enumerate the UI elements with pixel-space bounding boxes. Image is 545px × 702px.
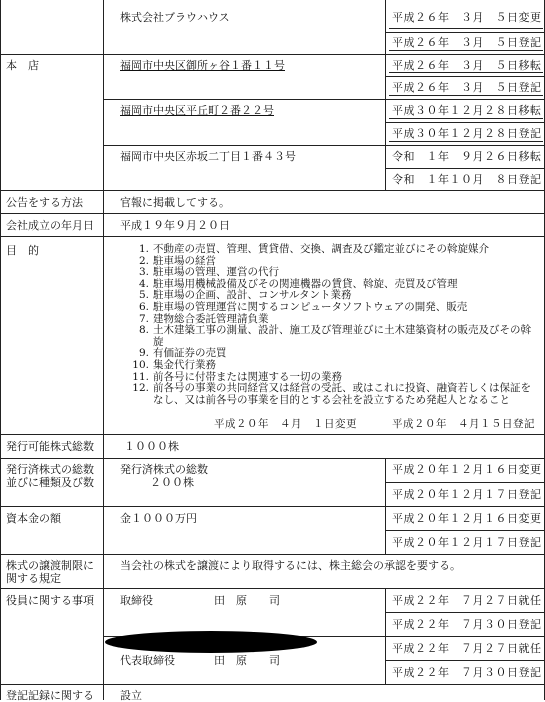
purpose-item: 2. 駐車場の経営 [138,254,216,267]
purpose-item: 7. 建物総合委託管理請負業 [138,312,269,325]
transfer-restriction-label: 関する規定 [6,572,61,585]
date-entry: 平成２６年 ３月 ５日移転 [392,59,542,72]
company-name-value: 株式会社ブラウハウス [120,11,230,24]
officer-role: 代表取締役 [120,654,175,667]
date-entry: 平成２６年 ３月 ５日登記 [392,81,542,94]
address-divider [103,99,545,100]
row-divider [0,190,545,191]
issued-shares-label: 発行済株式の総数 [6,463,94,476]
row-divider [0,434,545,435]
established-label: 会社成立の年月日 [6,219,94,232]
purpose-item: 8. 土木建築工事の測量、設計、施工及び管理並びに土木建築資材の販売及びその斡旋 [138,324,531,348]
public-notice-value: 官報に掲載してする。 [120,196,230,209]
date-divider [385,612,544,613]
date-entry: 平成２６年 ３月 ５日変更 [392,11,542,24]
date-entry: 平成２６年 ３月 ５日登記 [392,36,542,49]
purpose-item: 9. 有価証券の売買 [138,347,227,360]
issued-shares-count: ２００株 [150,476,194,489]
purpose-list [127,244,537,406]
officer-name: 田 原 司 [214,654,280,667]
date-entry: 平成２０年１２月１７日登記 [392,488,542,501]
date-entry: 令和 １年１０月 ８日登記 [392,173,542,186]
date-divider [385,168,544,169]
redaction-mark [105,631,317,653]
registration-record-value: 設立 [120,689,142,702]
issued-shares-label: 並びに種類及び数 [6,476,94,489]
date-divider [385,660,544,661]
row-divider [0,54,545,55]
transfer-restriction-label: 株式の譲渡制限に [6,559,94,572]
established-value: 平成１９年９月２０日 [120,219,230,232]
purpose-label: 目 的 [6,244,39,257]
public-notice-label: 公告をする方法 [6,196,83,209]
row-divider [0,236,545,237]
officers-label: 役員に関する事項 [6,594,94,607]
capital-label: 資本金の額 [6,512,61,525]
date-underline [389,28,543,29]
row-divider [0,554,545,555]
date-divider [385,32,544,33]
date-underline [389,72,543,73]
purpose-item: 12. 前各号の事業の共同経営又は経営の受託、或はこれに投資、融資若しくは保証をなし、又は前各号の事業を目的とする会社を設立するため発起人となること [132,382,531,406]
purpose-item: 4. 駐車場用機械設備及びその関連機器の賃貸、斡旋、売買及び管理 [138,277,458,290]
row-divider [0,588,545,589]
row-divider [0,458,545,459]
purpose-item: 10. 集金代行業務 [132,358,216,371]
date-underline [389,118,543,119]
date-underline [389,50,543,51]
date-entry: 平成２０年１２月１６日変更 [392,463,542,476]
purpose-item: 5. 駐車場の企画、設計、コンサルタント業務 [138,289,352,302]
purpose-change-date: 平成２０年 ４月 １日変更 [214,418,357,430]
purpose-item: 1. 不動産の売買、管理、賃貸借、交換、調査及び鑑定並びにその斡旋媒介 [138,243,489,255]
head-office-label: 本 店 [6,59,39,72]
date-entry: 平成２２年 ７月２７日就任 [392,642,542,655]
officer-role: 取締役 [120,594,153,607]
row-divider [0,684,545,685]
date-divider [385,122,544,123]
purpose-item: 3. 駐車場の管理、運営の代行 [138,266,279,279]
date-entry: 令和 １年 ９月２６日移転 [392,150,542,163]
date-entry: 平成３０年１２月２８日移転 [392,104,542,117]
date-entry: 平成２２年 ７月３０日登記 [392,618,542,631]
table-left-border [0,0,1,700]
issuable-shares-label: 発行可能株式総数 [6,440,94,453]
date-entry: 平成２０年１２月１６日変更 [392,512,542,525]
head-office-address: 福岡市中央区赤坂二丁目１番４３号 [120,150,296,163]
head-office-address: 福岡市中央区御所ヶ谷１番１１号 [120,59,285,72]
issuable-shares-value: １０００株 [124,440,179,453]
date-divider [385,530,544,531]
date-divider [385,76,544,77]
transfer-restriction-value: 当会社の株式を譲渡により取得するには、株主総会の承認を要する。 [120,559,461,572]
date-entry: 平成２２年 ７月２７日就任 [392,594,542,607]
date-underline [389,141,543,142]
date-divider [385,482,544,483]
registration-record-label: 登記記録に関する [6,689,94,702]
date-column-border [385,0,386,190]
date-entry: 平成２２年 ７月３０日登記 [392,666,542,679]
purpose-item: 6. 駐車場の管理運営に関するコンピュータソフトウェアの開発、販売 [138,300,468,313]
issued-shares-value: 発行済株式の総数 [120,463,208,476]
row-divider [0,213,545,214]
address-divider [103,145,545,146]
date-entry: 平成２０年１２月１７日登記 [392,536,542,549]
date-entry: 平成３０年１２月２８日登記 [392,127,542,140]
date-underline [389,95,543,96]
head-office-address: 福岡市中央区平丘町２番２２号 [120,104,274,117]
purpose-item: 11. 前各号に付帯または関連する一切の業務 [132,370,342,383]
officer-name: 田 原 司 [214,594,280,607]
purpose-register-date: 平成２０年 ４月１５日登記 [392,418,535,430]
capital-value: 金１０００万円 [120,512,197,525]
label-column-border [103,0,104,700]
row-divider [0,506,545,507]
